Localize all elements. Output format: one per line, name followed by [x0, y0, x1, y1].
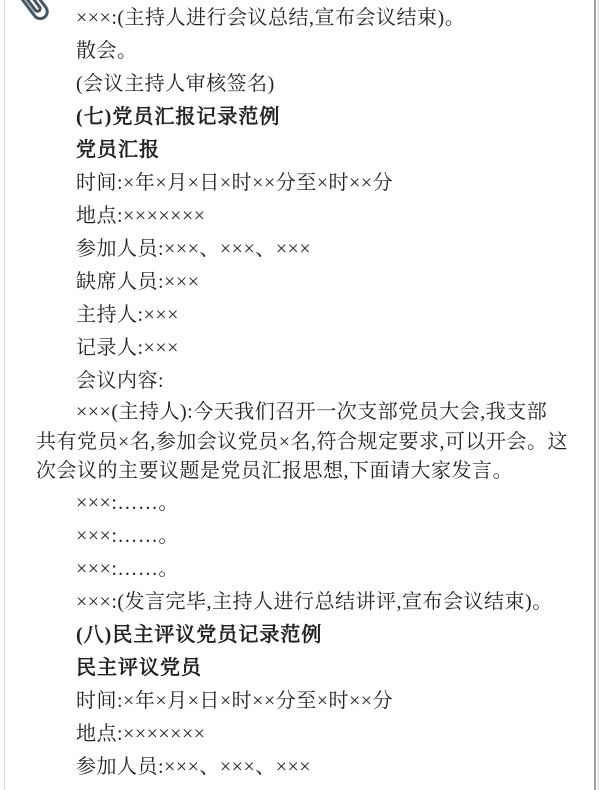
meta-absent-line: 缺席人员:×××	[76, 271, 200, 293]
meta-content-label: 会议内容:	[76, 370, 165, 392]
host-speech-line-2: 共有党员×名,参加会议党员×名,符合规定要求,可以开会。这	[36, 430, 569, 453]
speech-line-2: ×××:……。	[76, 524, 179, 547]
page-left-edge	[4, 0, 5, 790]
meta-recorder-line: 记录人:×××	[76, 337, 179, 359]
speech-line-1: ×××:……。	[76, 491, 179, 514]
meeting-summary-line: ×××:(主持人进行会议总结,宣布会议结束)。	[76, 7, 466, 29]
meta-place-line-2: 地点:×××××××	[76, 722, 206, 745]
meta-time-line-2: 时间:×年×月×日×时××分至×时××分	[76, 689, 394, 712]
host-speech-line-1: ×××(主持人):今天我们召开一次支部党员大会,我支部	[76, 401, 548, 423]
adjourn-line: 散会。	[76, 40, 138, 62]
page-right-edge-outer	[597, 0, 599, 790]
page-right-edge	[594, 0, 596, 790]
signature-note-line: (会议主持人审核签名)	[76, 73, 275, 95]
meta-host-line: 主持人:×××	[76, 304, 179, 326]
closing-speech-line: ×××:(发言完毕,主持人进行总结讲评,宣布会议结束)。	[76, 590, 553, 613]
document-body	[36, 2, 592, 784]
meta-attendees-line: 参加人员:×××、×××、×××	[76, 238, 312, 260]
meta-time-line: 时间:×年×月×日×时××分至×时××分	[76, 172, 394, 194]
speech-line-3: ×××:……。	[76, 557, 179, 580]
meta-attendees-line-2: 参加人员:×××、×××、×××	[76, 755, 312, 778]
section-7-heading: (七)党员汇报记录范例	[76, 106, 281, 128]
meta-place-line: 地点:×××××××	[76, 205, 206, 227]
section-8-title: 民主评议党员	[76, 656, 202, 679]
section-8-heading: (八)民主评议党员记录范例	[76, 623, 323, 646]
host-speech-line-3: 次会议的主要议题是党员汇报思想,下面请大家发言。	[36, 460, 513, 482]
section-7-title: 党员汇报	[76, 139, 160, 161]
